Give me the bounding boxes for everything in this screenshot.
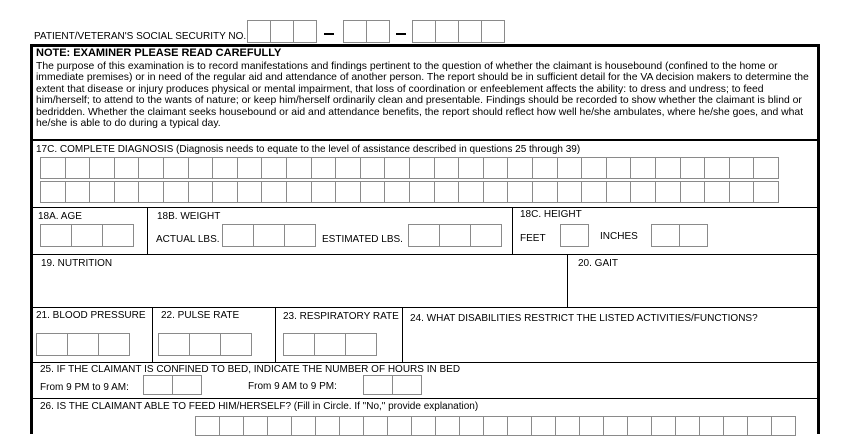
divider — [31, 139, 818, 141]
diagnosis-char-box[interactable] — [286, 181, 312, 203]
diagnosis-char-box[interactable] — [630, 181, 656, 203]
diagnosis-char-box[interactable] — [138, 181, 164, 203]
feed-explanation-box[interactable] — [699, 416, 724, 436]
estimated-lbs-label: ESTIMATED LBS. — [322, 234, 403, 245]
diagnosis-char-box[interactable] — [335, 157, 361, 179]
divider — [567, 254, 568, 307]
diagnosis-char-box[interactable] — [360, 181, 386, 203]
respiratory-rate-label: 23. RESPIRATORY RATE — [283, 311, 399, 322]
feed-explanation-box[interactable] — [531, 416, 556, 436]
estimated-weight-box[interactable] — [470, 224, 502, 247]
bed-hours-9pm-box[interactable] — [143, 375, 173, 395]
estimated-weight-box[interactable] — [439, 224, 471, 247]
feed-explanation-box[interactable] — [603, 416, 628, 436]
feed-explanation-box[interactable] — [291, 416, 316, 436]
diagnosis-char-box[interactable] — [286, 157, 312, 179]
divider — [152, 307, 153, 362]
diagnosis-char-box[interactable] — [261, 157, 287, 179]
diagnosis-char-box[interactable] — [40, 157, 66, 179]
diagnosis-char-box[interactable] — [704, 157, 730, 179]
feed-explanation-box[interactable] — [459, 416, 484, 436]
diagnosis-char-box[interactable] — [335, 181, 361, 203]
bed-hours-label: 25. IF THE CLAIMANT IS CONFINED TO BED, INDICATE THE NUMBER OF HOURS IN BED — [40, 364, 461, 375]
ssn-separator — [324, 33, 334, 35]
feed-explanation-box[interactable] — [363, 416, 388, 436]
feed-explanation-box[interactable] — [435, 416, 460, 436]
divider — [275, 307, 276, 362]
feed-explanation-box[interactable] — [747, 416, 772, 436]
ssn-digit-box[interactable] — [458, 20, 482, 43]
feed-explanation-box[interactable] — [555, 416, 580, 436]
diagnosis-char-box[interactable] — [409, 181, 435, 203]
diagnosis-char-box[interactable] — [557, 181, 583, 203]
divider — [31, 398, 818, 399]
diagnosis-char-box[interactable] — [532, 181, 558, 203]
diagnosis-char-box[interactable] — [753, 181, 779, 203]
diagnosis-char-box[interactable] — [483, 181, 509, 203]
feed-explanation-box[interactable] — [243, 416, 268, 436]
feed-explanation-box[interactable] — [267, 416, 292, 436]
ssn-digit-box[interactable] — [247, 20, 271, 43]
ssn-separator — [396, 33, 406, 35]
diagnosis-char-box[interactable] — [163, 181, 189, 203]
diagnosis-char-box[interactable] — [680, 157, 706, 179]
from-9am-label: From 9 AM to 9 PM: — [248, 381, 337, 392]
feed-explanation-box[interactable] — [387, 416, 412, 436]
diagnosis-char-box[interactable] — [630, 157, 656, 179]
pulse-rate-label: 22. PULSE RATE — [161, 310, 240, 321]
bed-hours-9pm-box[interactable] — [172, 375, 202, 395]
diagnosis-char-box[interactable] — [434, 181, 460, 203]
feet-label: FEET — [520, 233, 546, 244]
feed-explanation-box[interactable] — [627, 416, 652, 436]
weight-label: 18B. WEIGHT — [157, 211, 221, 222]
diagnosis-char-box[interactable] — [729, 157, 755, 179]
diagnosis-char-box[interactable] — [384, 157, 410, 179]
diagnosis-char-box[interactable] — [434, 157, 460, 179]
divider — [31, 254, 818, 255]
diagnosis-char-box[interactable] — [680, 181, 706, 203]
ssn-digit-box[interactable] — [366, 20, 390, 43]
ssn-digit-box[interactable] — [343, 20, 367, 43]
blood-pressure-label: 21. BLOOD PRESSURE — [36, 310, 146, 321]
actual-weight-box[interactable] — [253, 224, 285, 247]
diagnosis-char-box[interactable] — [753, 157, 779, 179]
feed-explanation-box[interactable] — [339, 416, 364, 436]
ssn-digit-box[interactable] — [412, 20, 436, 43]
diagnosis-char-box[interactable] — [188, 181, 214, 203]
pulse-rate-box[interactable] — [189, 333, 221, 356]
feed-explanation-box[interactable] — [771, 416, 796, 436]
respiratory-rate-box[interactable] — [283, 333, 315, 356]
diagnosis-char-box[interactable] — [409, 157, 435, 179]
feed-explanation-box[interactable] — [579, 416, 604, 436]
blood-pressure-box[interactable] — [36, 333, 68, 356]
diagnosis-char-box[interactable] — [360, 157, 386, 179]
divider — [402, 307, 403, 362]
diagnosis-char-box[interactable] — [89, 181, 115, 203]
ssn-digit-box[interactable] — [481, 20, 505, 43]
ssn-label: PATIENT/VETERAN'S SOCIAL SECURITY NO. — [34, 31, 247, 42]
divider — [512, 207, 513, 254]
respiratory-rate-box[interactable] — [345, 333, 377, 356]
diagnosis-char-box[interactable] — [458, 181, 484, 203]
feed-explanation-box[interactable] — [219, 416, 244, 436]
age-digit-box[interactable] — [102, 224, 134, 247]
height-inches-box[interactable] — [679, 224, 708, 247]
diagnosis-char-box[interactable] — [311, 181, 337, 203]
disabilities-label: 24. WHAT DISABILITIES RESTRICT THE LISTED ACTIVITIES/FUNCTIONS? — [410, 313, 758, 324]
divider — [31, 307, 818, 308]
diagnosis-char-box[interactable] — [606, 157, 632, 179]
diagnosis-char-box[interactable] — [212, 157, 238, 179]
ssn-digit-box[interactable] — [293, 20, 317, 43]
age-digit-box[interactable] — [71, 224, 103, 247]
age-digit-box[interactable] — [40, 224, 72, 247]
nutrition-label: 19. NUTRITION — [41, 258, 113, 269]
diagnosis-char-box[interactable] — [65, 181, 91, 203]
feed-explanation-box[interactable] — [507, 416, 532, 436]
estimated-weight-box[interactable] — [408, 224, 440, 247]
feed-label: 26. IS THE CLAIMANT ABLE TO FEED HIM/HERSELF? (Fill in Circle. If "No," provide explanation) — [40, 401, 479, 412]
diagnosis-char-box[interactable] — [581, 157, 607, 179]
feed-explanation-box[interactable] — [315, 416, 340, 436]
diagnosis-char-box[interactable] — [138, 157, 164, 179]
inches-label: INCHES — [600, 231, 638, 242]
diagnosis-char-box[interactable] — [163, 157, 189, 179]
diagnosis-char-box[interactable] — [261, 181, 287, 203]
diagnosis-char-box[interactable] — [483, 157, 509, 179]
diagnosis-char-box[interactable] — [606, 181, 632, 203]
diagnosis-char-box[interactable] — [311, 157, 337, 179]
diagnosis-char-box[interactable] — [114, 157, 140, 179]
actual-lbs-label: ACTUAL LBS. — [156, 234, 220, 245]
gait-label: 20. GAIT — [578, 258, 619, 269]
diagnosis-char-box[interactable] — [655, 157, 681, 179]
feed-explanation-box[interactable] — [675, 416, 700, 436]
note-body: The purpose of this examination is to record manifestations and findings pertinent to the question of whether the claimant is housebound (confined to the home or immediate premises) or in need of the regular aid and attendance of another person. The report should be in sufficient detail for the VA decision makers to determine the extent that disease or injury produces physical or mental impairment, that loss of coordination or enfeeblement affects the ability: to dress and undress; to feed him/herself; to attend to the wants of nature; or keep him/herself ordinarily clean and presentable. Findings should be recorded to show whether the claimant is blind or bedridden. Whether the claimant seeks housebound or aid and attendance benefits, the report should reflect how well he/she ambulates, where he/she goes, and what he/she is able to do during a typical day. — [36, 61, 809, 130]
diagnosis-char-box[interactable] — [581, 181, 607, 203]
diagnosis-char-box[interactable] — [384, 181, 410, 203]
diagnosis-label: 17C. COMPLETE DIAGNOSIS (Diagnosis needs to equate to the level of assistance described in questions 25 through 39) — [36, 144, 581, 155]
diagnosis-char-box[interactable] — [729, 181, 755, 203]
diagnosis-char-box[interactable] — [237, 157, 263, 179]
feed-explanation-box[interactable] — [195, 416, 220, 436]
divider — [147, 207, 148, 254]
pulse-rate-box[interactable] — [220, 333, 252, 356]
diagnosis-char-box[interactable] — [114, 181, 140, 203]
from-9pm-label: From 9 PM to 9 AM: — [40, 382, 129, 393]
bed-hours-9am-box[interactable] — [392, 375, 422, 395]
actual-weight-box[interactable] — [222, 224, 254, 247]
blood-pressure-box[interactable] — [98, 333, 130, 356]
diagnosis-char-box[interactable] — [507, 157, 533, 179]
feed-explanation-box[interactable] — [411, 416, 436, 436]
diagnosis-char-box[interactable] — [532, 157, 558, 179]
diagnosis-char-box[interactable] — [65, 157, 91, 179]
blood-pressure-box[interactable] — [67, 333, 99, 356]
diagnosis-char-box[interactable] — [507, 181, 533, 203]
diagnosis-char-box[interactable] — [89, 157, 115, 179]
feed-explanation-box[interactable] — [723, 416, 748, 436]
bed-hours-9am-box[interactable] — [363, 375, 393, 395]
actual-weight-box[interactable] — [284, 224, 316, 247]
respiratory-rate-box[interactable] — [314, 333, 346, 356]
feed-explanation-box[interactable] — [651, 416, 676, 436]
diagnosis-char-box[interactable] — [704, 181, 730, 203]
diagnosis-char-box[interactable] — [458, 157, 484, 179]
ssn-digit-box[interactable] — [270, 20, 294, 43]
diagnosis-char-box[interactable] — [557, 157, 583, 179]
diagnosis-char-box[interactable] — [212, 181, 238, 203]
diagnosis-char-box[interactable] — [655, 181, 681, 203]
diagnosis-char-box[interactable] — [237, 181, 263, 203]
pulse-rate-box[interactable] — [158, 333, 190, 356]
height-label: 18C. HEIGHT — [520, 209, 582, 220]
age-label: 18A. AGE — [38, 211, 82, 222]
diagnosis-char-box[interactable] — [188, 157, 214, 179]
divider — [31, 207, 818, 208]
height-feet-box[interactable] — [560, 224, 589, 247]
diagnosis-char-box[interactable] — [40, 181, 66, 203]
feed-explanation-box[interactable] — [483, 416, 508, 436]
height-inches-box[interactable] — [651, 224, 680, 247]
ssn-digit-box[interactable] — [435, 20, 459, 43]
note-title: NOTE: EXAMINER PLEASE READ CAREFULLY — [36, 47, 282, 59]
divider — [31, 362, 818, 363]
